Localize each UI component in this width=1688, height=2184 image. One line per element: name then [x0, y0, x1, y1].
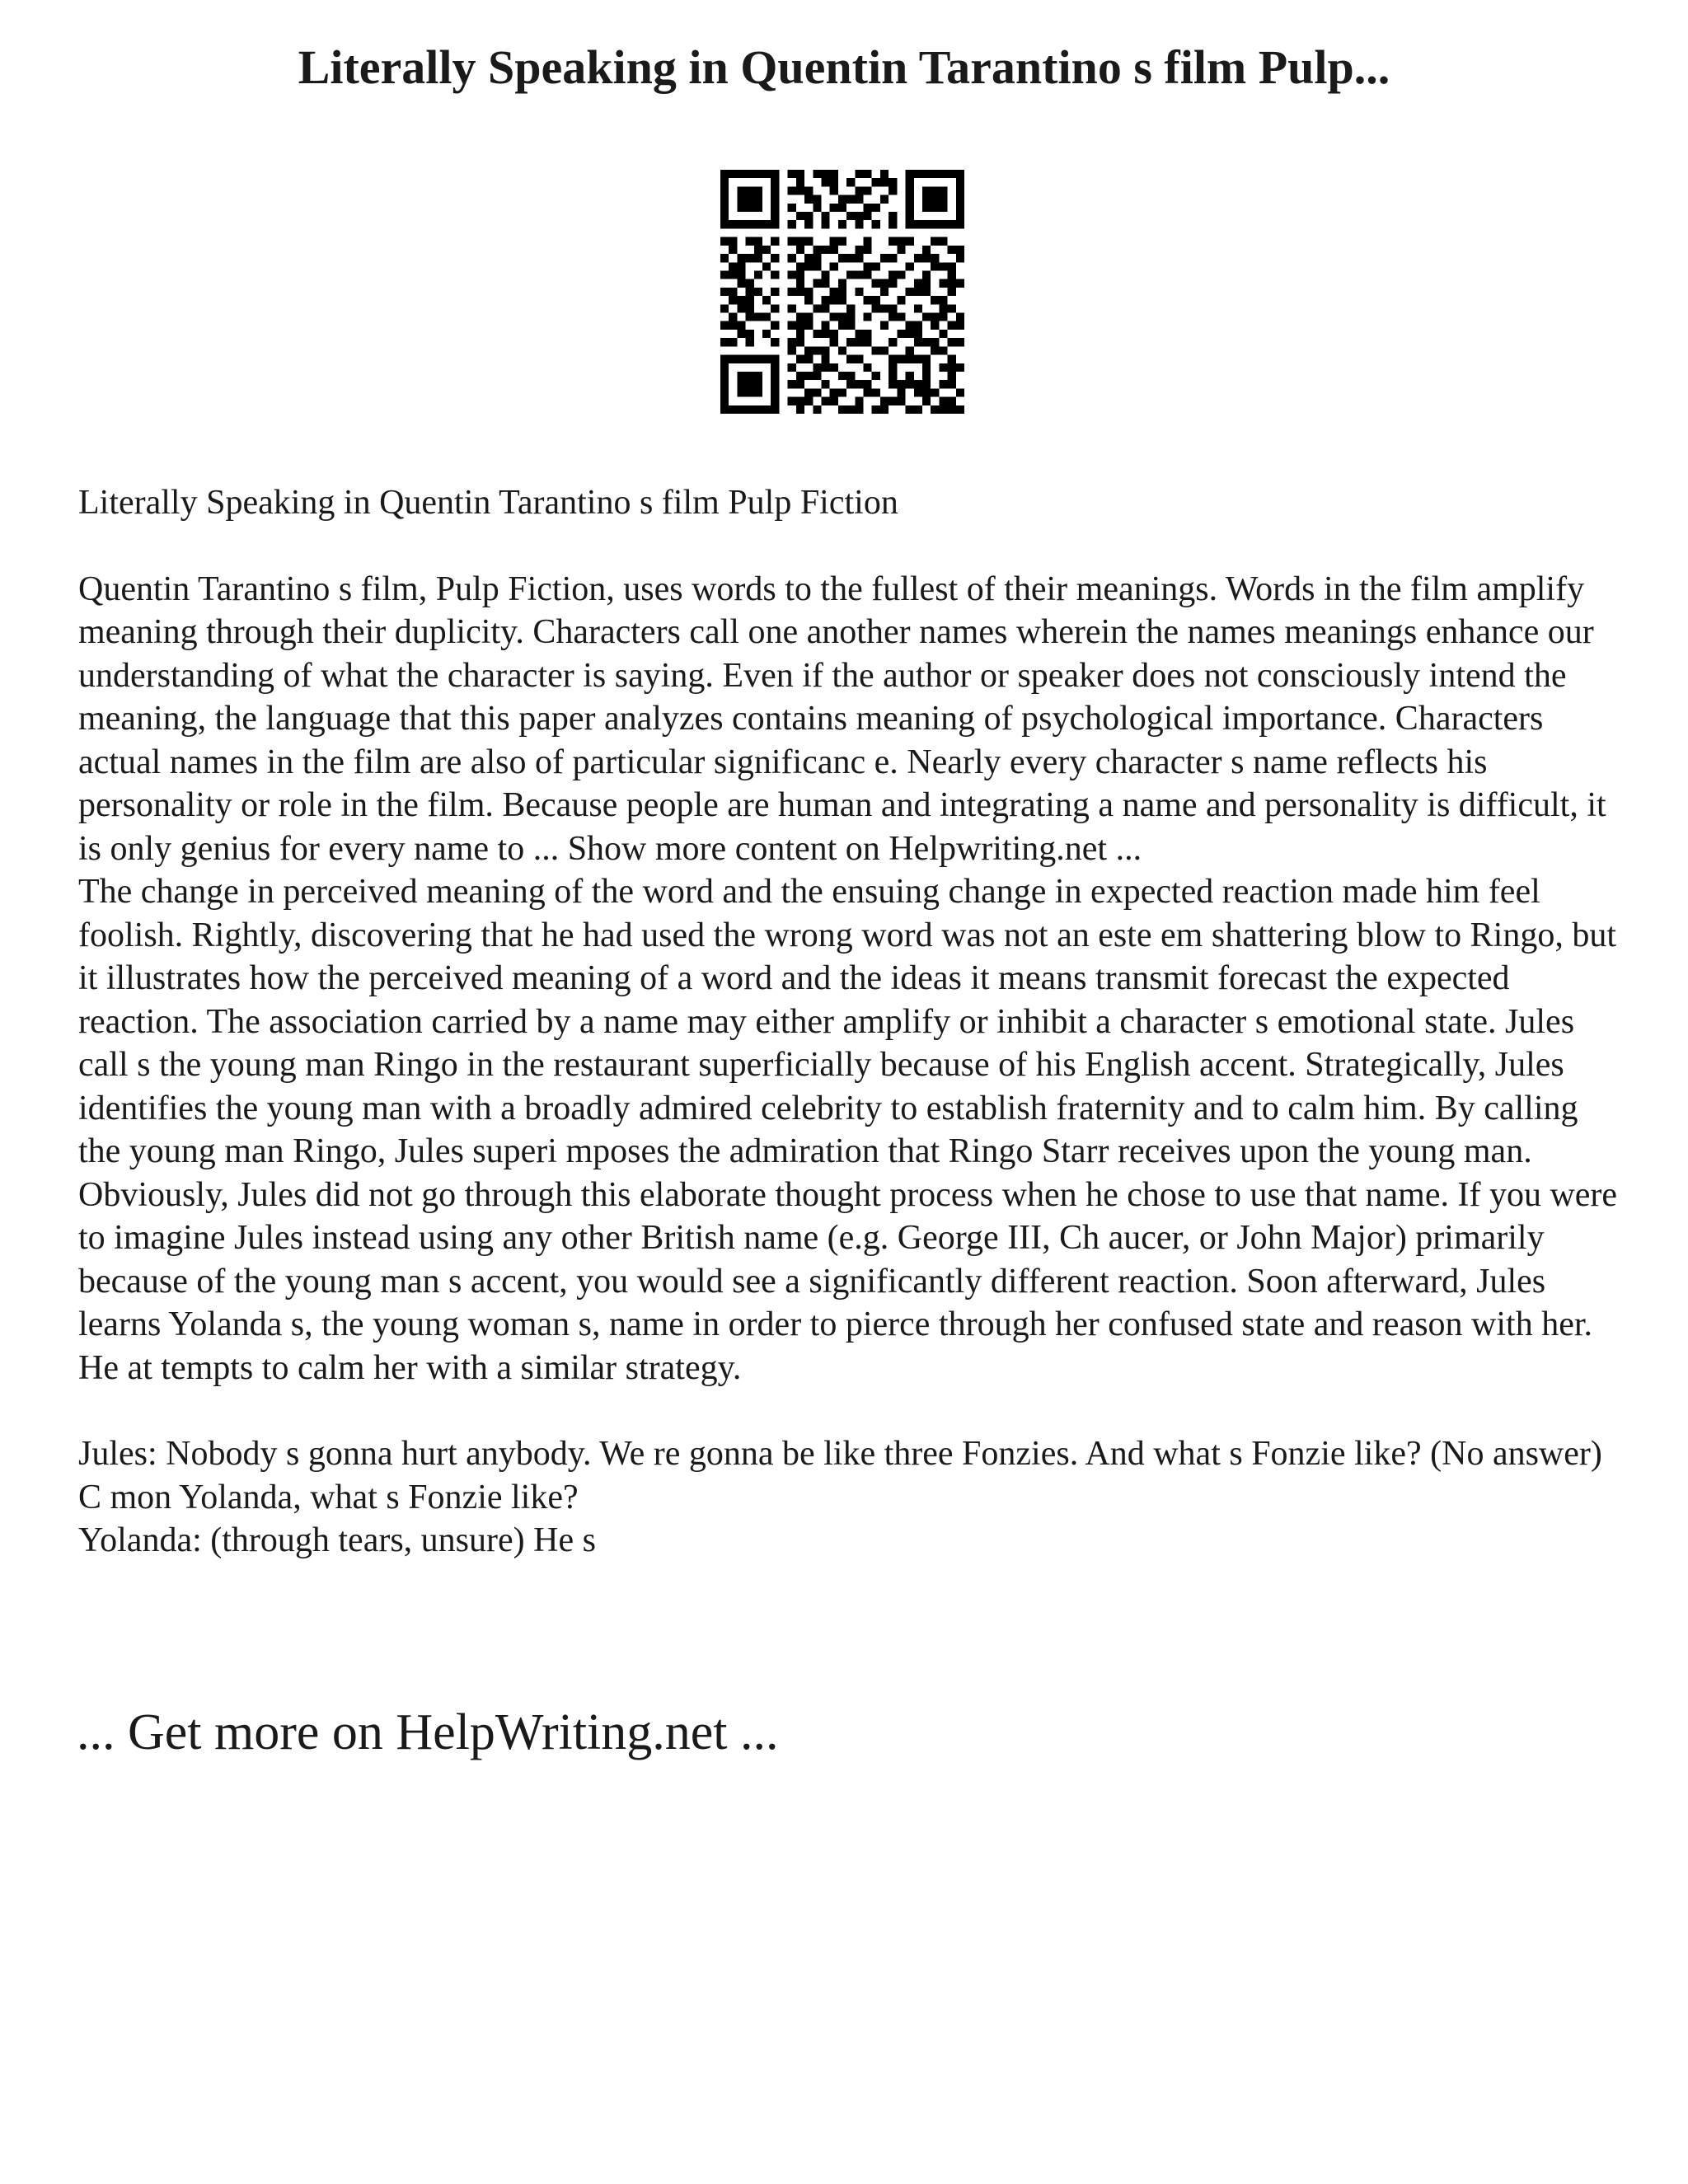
qr-code — [720, 170, 964, 414]
paragraph-intro: Quentin Tarantino s film, Pulp Fiction, uses words to the fullest of their meanings. Words in the film amplify meaning through their duplicity. Characters call one another names wherein the names meanings enhance our understanding of what the character is saying. Even if the author or speaker does not consciously intend the meaning, the language that this paper analyzes contains meaning of psychological importance. Characters actual names in the film are also of particular significanc e. Nearly every character s name reflects his personality or role in the film. Because people are human and integrating a name and personality is difficult, it is only genius for every name to ... Show more content on Helpwriting.net ... — [78, 569, 1606, 868]
article-subtitle: Literally Speaking in Quentin Tarantino s film Pulp Fiction — [78, 484, 898, 522]
article-body — [78, 481, 1628, 1563]
paragraph-gap — [78, 525, 1628, 568]
get-more-link[interactable]: ... Get more on HelpWriting.net ... — [77, 1704, 779, 1760]
paragraph-gap — [78, 1390, 1628, 1432]
qr-code-graphic — [720, 170, 964, 414]
dialogue-jules: Jules: Nobody s gonna hurt anybody. We re gonna be like three Fonzies. And what s Fonzie like? (No answer) C mon Yolanda, what s Fonzie like? — [78, 1435, 1602, 1516]
dialogue-yolanda: Yolanda: (through tears, unsure) He s — [78, 1521, 596, 1559]
page-title: Literally Speaking in Quentin Tarantino s film Pulp... — [298, 40, 1390, 94]
paragraph-analysis: The change in perceived meaning of the word and the ensuing change in expected reaction made him feel foolish. Rightly, discovering that he had used the wrong word was not an este em shattering blow to Ringo, but it illustrates how the perceived meaning of a word and the ideas it means transmit forecast the expected reaction. The association carried by a name may either amplify or inhibit a character s emotional state. Jules call s the young man Ringo in the restaurant superficially because of his English accent. Strategically, Jules identifies the young man with a broadly admired celebrity to establish fraternity and to calm him. By calling the young man Ringo, Jules superi mposes the admiration that Ringo Starr receives upon the young man. Obviously, Jules did not go through this elaborate thought process when he chose to use that name. If you were to imagine Jules instead using any other British name (e.g. George III, Ch aucer, or John Major) primarily because of the young man s accent, you would see a significantly different reaction. Soon afterward, Jules learns Yolanda s, the young woman s, name in order to pierce through her confused state and reason with her. He at tempts to calm her with a similar strategy. — [78, 873, 1618, 1387]
